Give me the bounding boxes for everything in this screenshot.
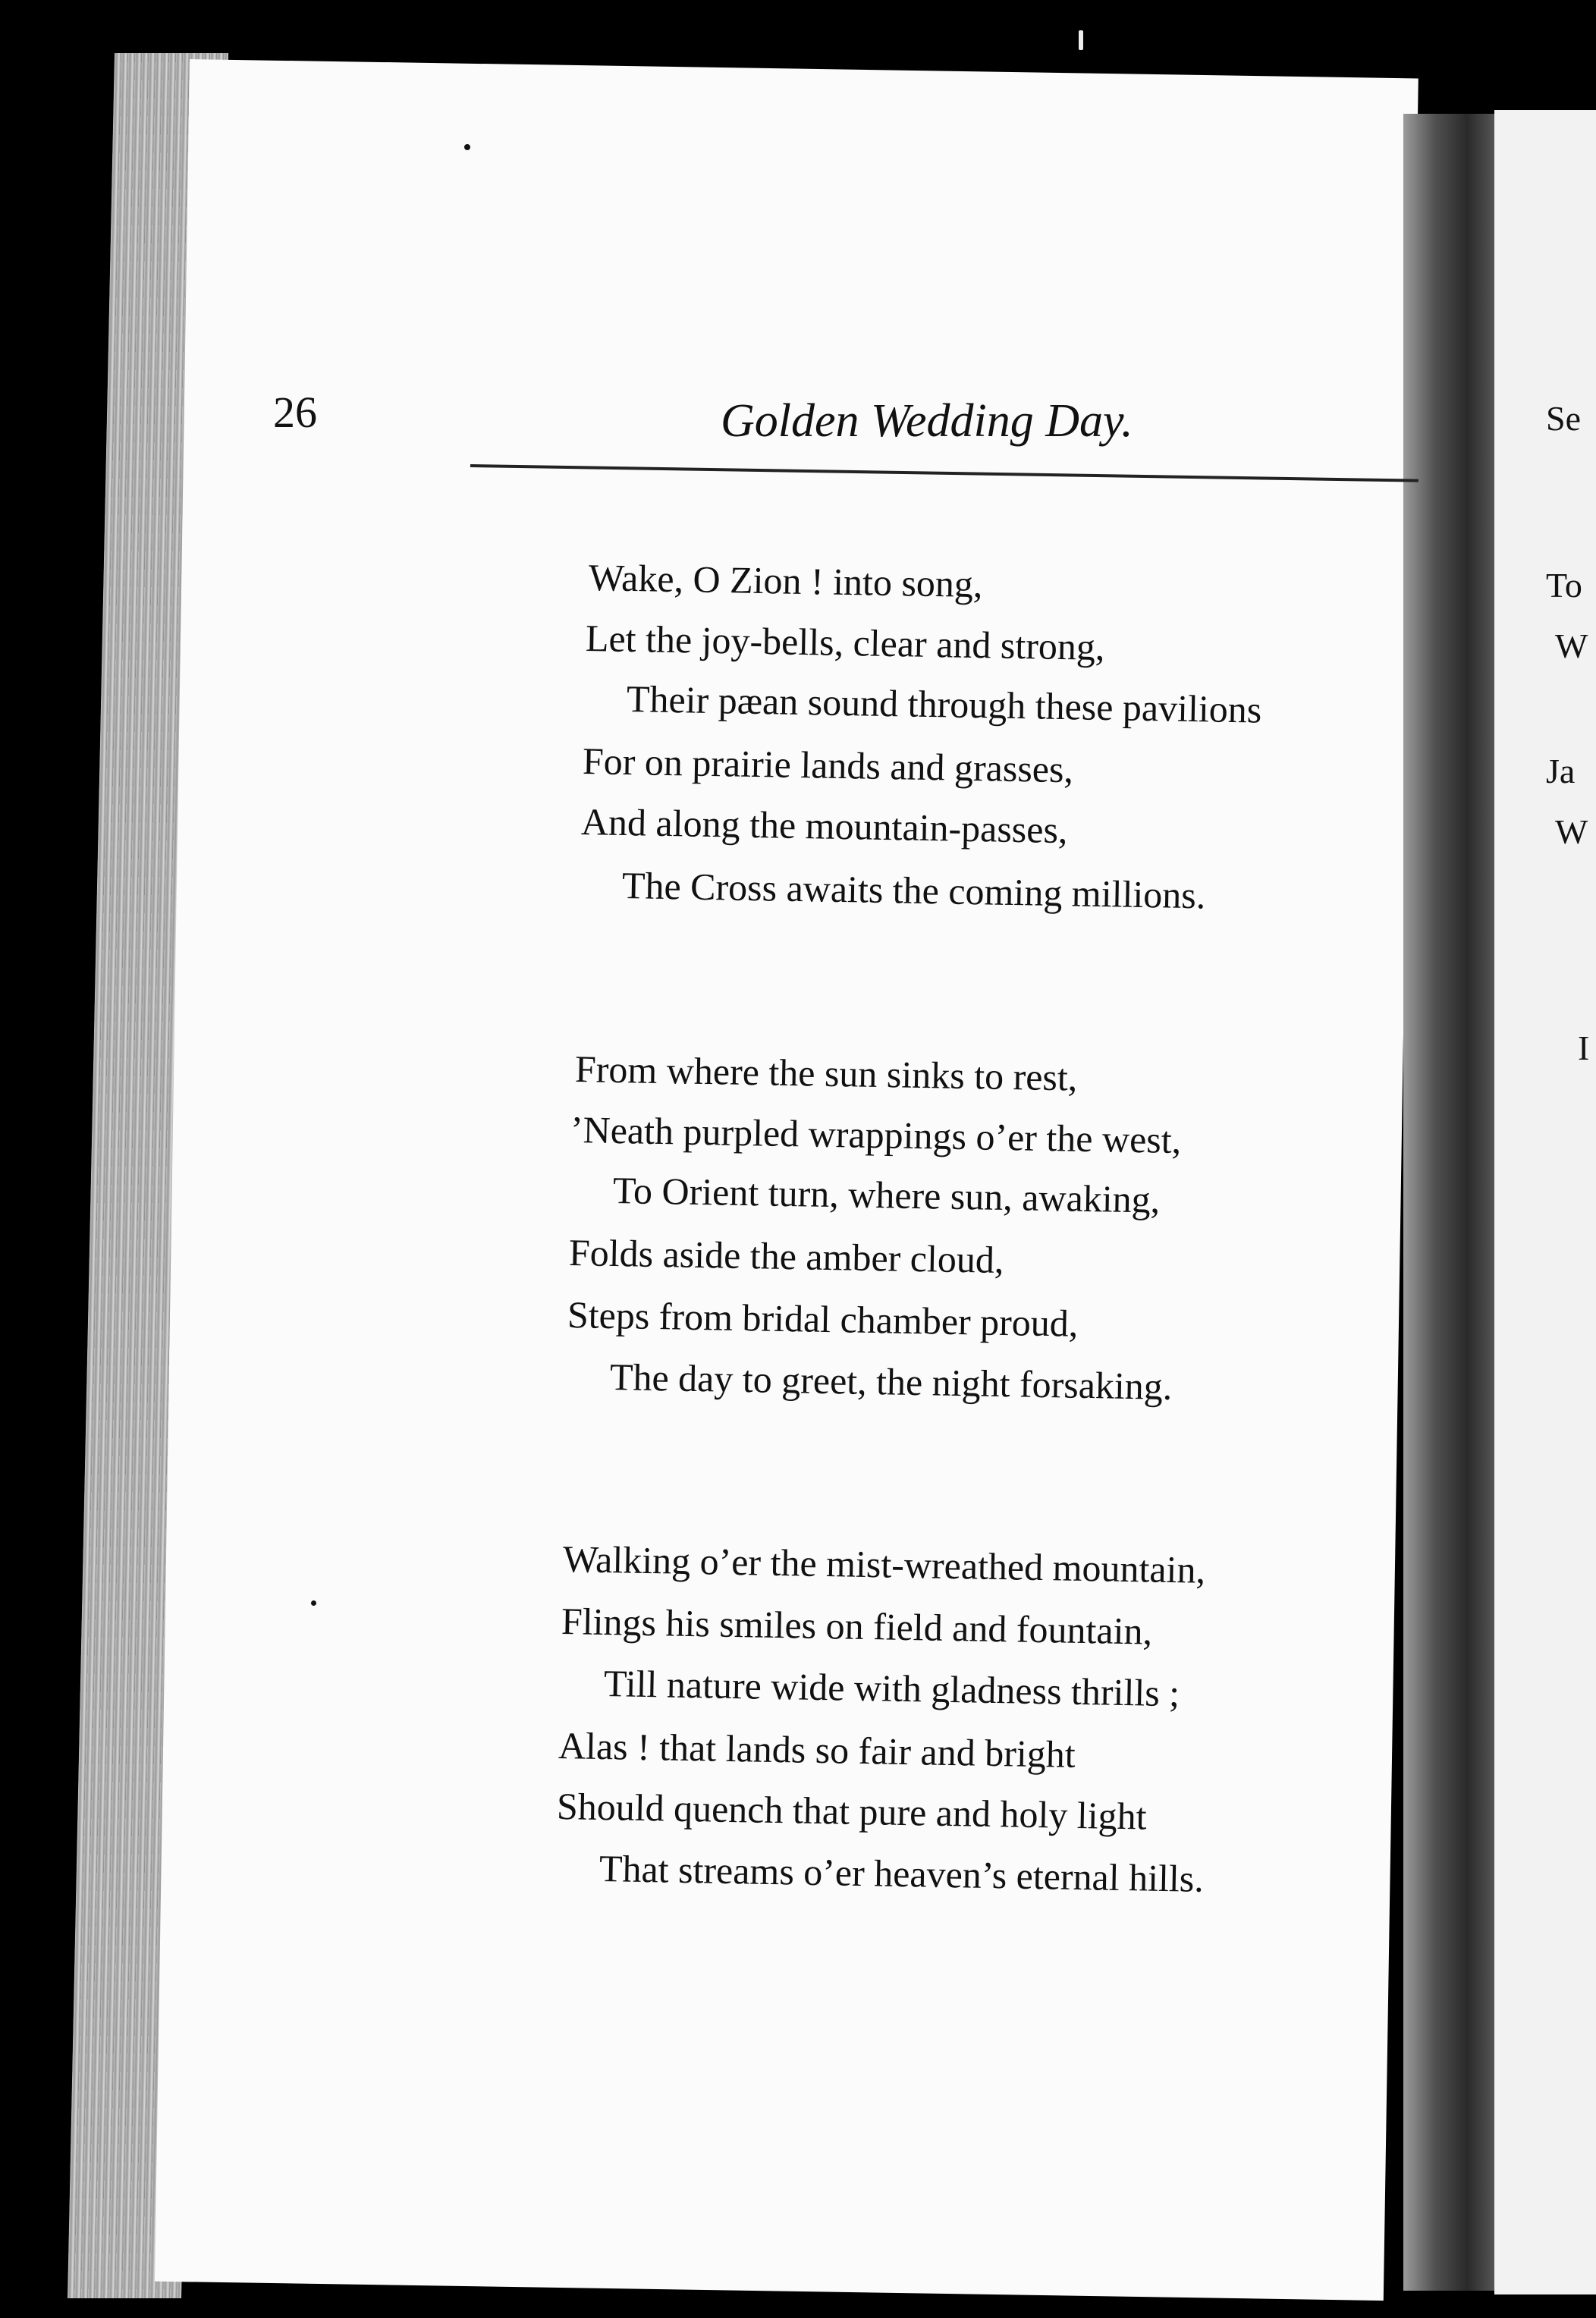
facing-page-text: I bbox=[1578, 1029, 1590, 1067]
scan-speck bbox=[311, 1600, 316, 1606]
scan-speck bbox=[464, 144, 470, 150]
poem-line: Wake, O Zion ! into song, bbox=[588, 556, 983, 606]
facing-page-text: W bbox=[1555, 627, 1588, 665]
facing-page-text: To bbox=[1546, 566, 1582, 605]
poem-line: To Orient turn, where sun, awaking, bbox=[612, 1169, 1161, 1221]
poem-line: And along the mountain-passes, bbox=[580, 800, 1068, 852]
facing-page-text: Se bbox=[1546, 399, 1581, 438]
poem-line: ’Neath purpled wrappings o’er the west, bbox=[570, 1108, 1182, 1162]
poem-line: From where the sun sinks to rest, bbox=[574, 1047, 1078, 1099]
poem-line: Folds aside the amber cloud, bbox=[568, 1231, 1004, 1282]
poem-line: The Cross awaits the coming millions. bbox=[621, 864, 1206, 917]
poem-line: Till nature wide with gladness thrills ; bbox=[603, 1662, 1180, 1715]
scan-speck bbox=[1079, 30, 1083, 50]
poem-line: Walking o’er the mist-wreathed mountain, bbox=[562, 1537, 1206, 1591]
poem-line: For on prairie lands and grasses, bbox=[582, 740, 1074, 791]
poem-line: The day to greet, the night forsaking. bbox=[609, 1355, 1173, 1408]
poem-line: Steps from bridal chamber proud, bbox=[567, 1293, 1079, 1345]
poem-line: Let the joy-bells, clear and strong, bbox=[585, 617, 1105, 668]
page-number: 26 bbox=[273, 388, 317, 437]
facing-page-text: W bbox=[1555, 812, 1588, 851]
poem-line: Alas ! that lands so fair and bright bbox=[558, 1724, 1076, 1776]
running-head: Golden Wedding Day. bbox=[721, 395, 1133, 447]
poem-line: Should quench that pure and holy light bbox=[556, 1785, 1148, 1838]
poem-line: Their pæan sound through these pavilions bbox=[626, 677, 1262, 731]
poem-line: That streams o’er heaven’s eternal hills. bbox=[598, 1847, 1205, 1900]
poem-line: Flings his smiles on field and fountain, bbox=[561, 1600, 1153, 1653]
facing-page-text: Ja bbox=[1546, 752, 1576, 790]
